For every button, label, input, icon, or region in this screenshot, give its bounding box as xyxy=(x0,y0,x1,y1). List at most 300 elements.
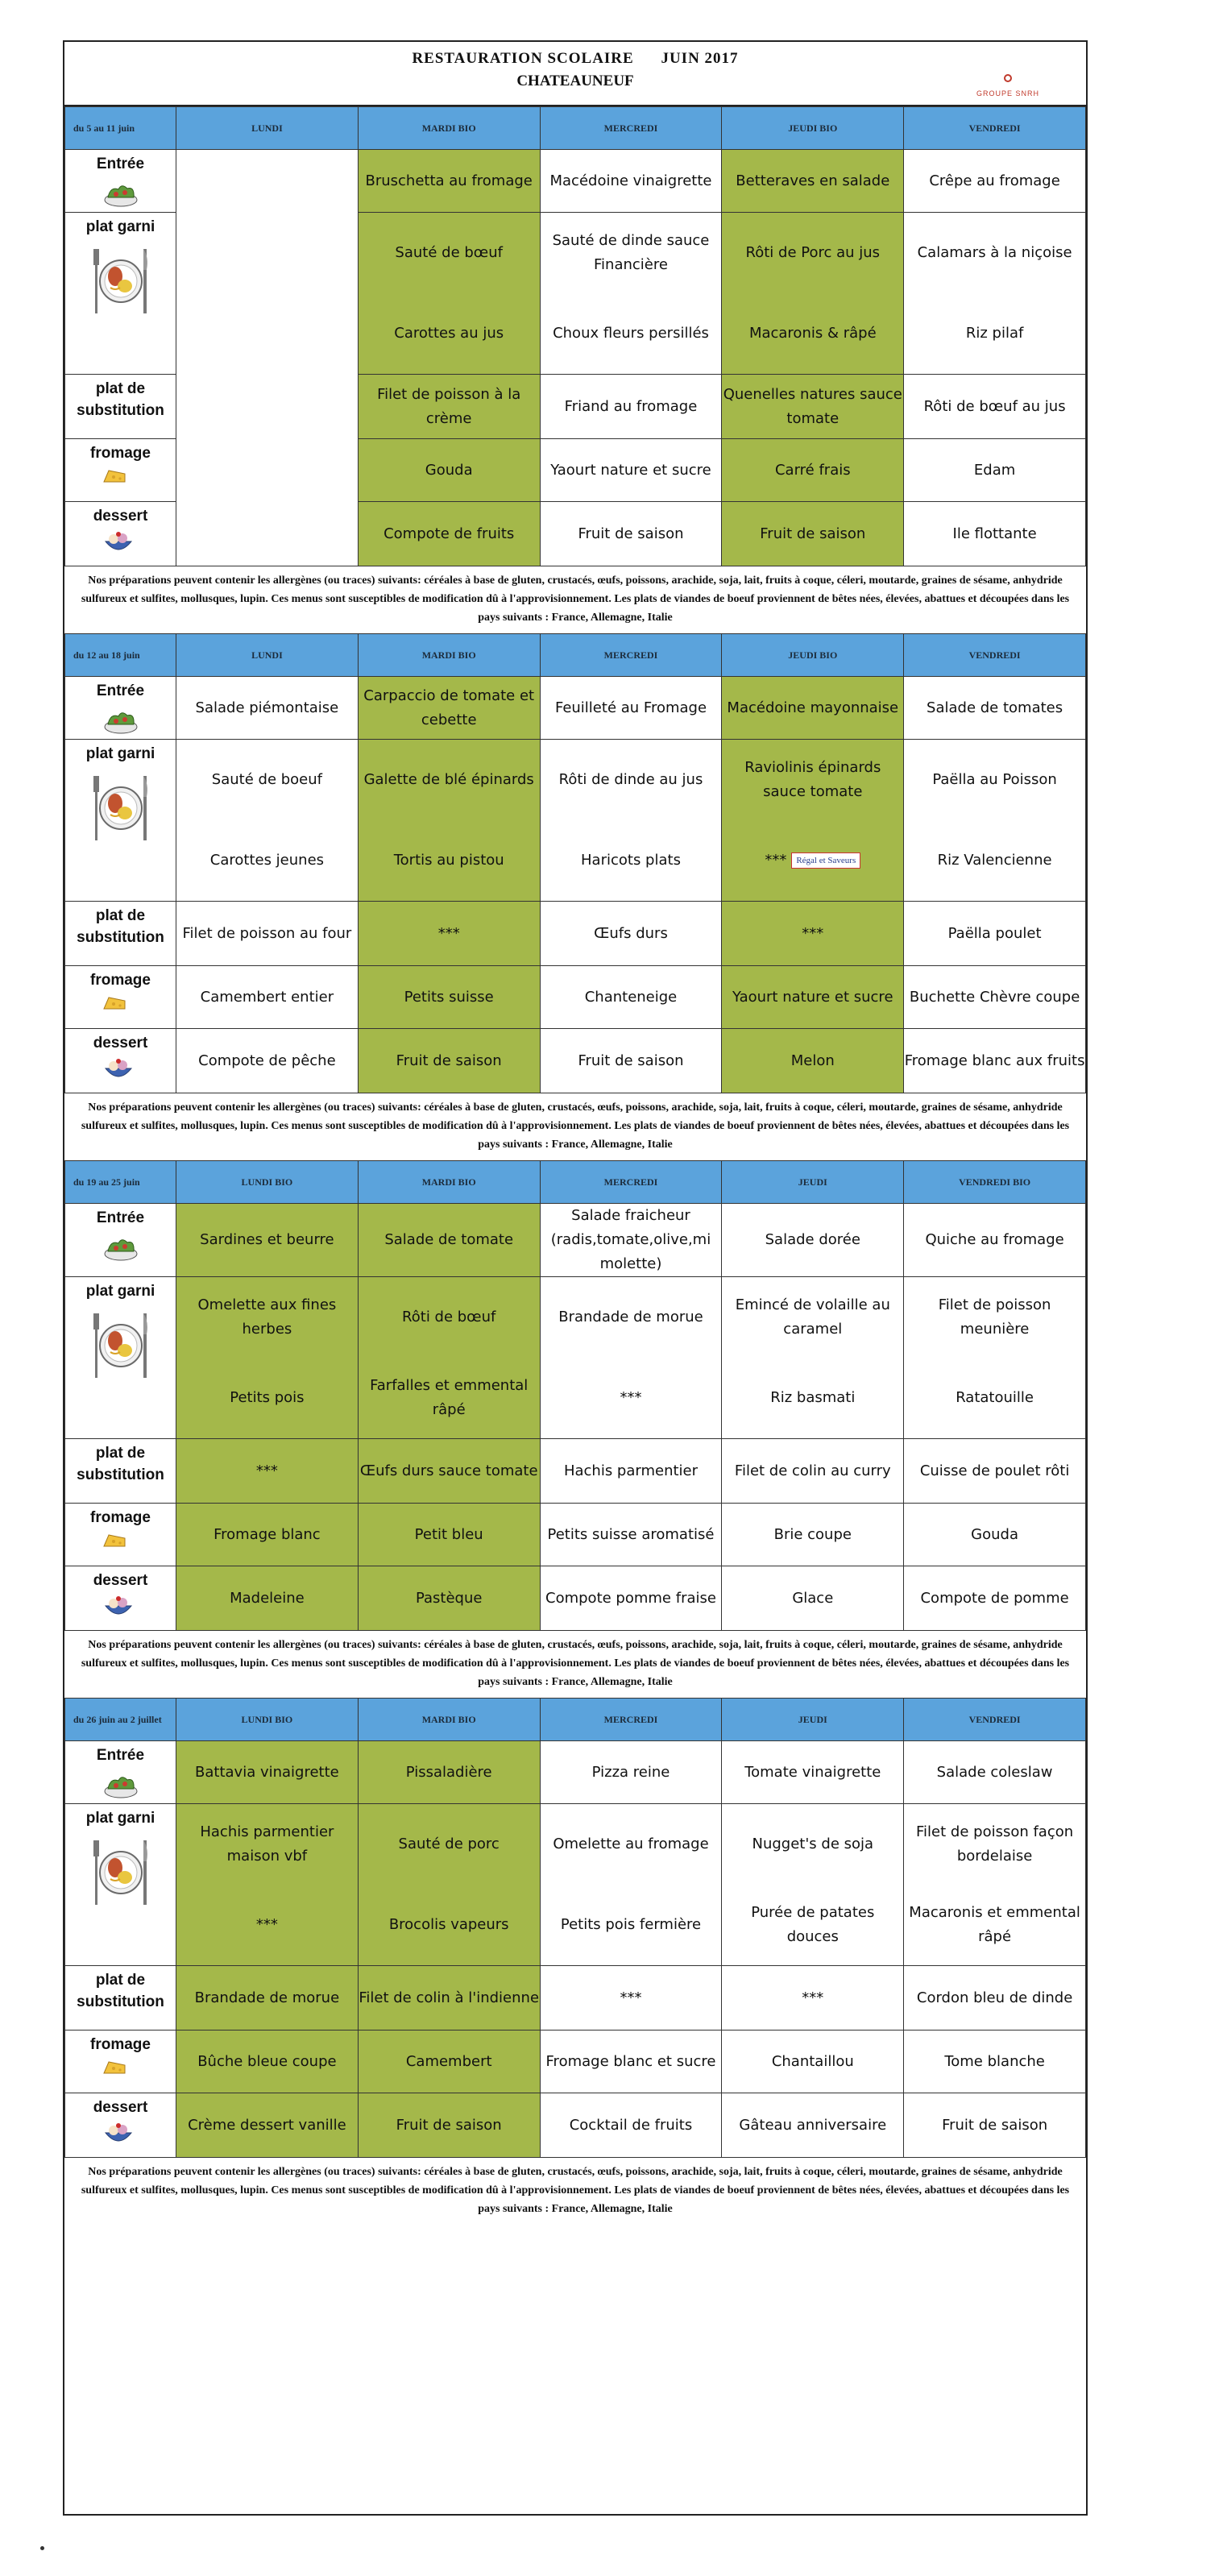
dish-plat-main xyxy=(359,1277,540,1358)
dish-text: Salade coleslaw xyxy=(936,1763,1053,1781)
plat-split xyxy=(176,740,358,901)
day-header: VENDREDI xyxy=(904,107,1086,150)
dish-fromage xyxy=(540,966,722,1029)
dish-text: Yaourt nature et sucre xyxy=(732,988,893,1006)
dish-text: Paëlla au Poisson xyxy=(932,771,1057,788)
weeks-container xyxy=(64,106,1086,2225)
dish-text: Petits suisse aromatisé xyxy=(547,1525,715,1543)
category-label: Entrée xyxy=(96,156,145,172)
dish-text: Camembert xyxy=(405,2052,492,2070)
dish-substitution xyxy=(904,375,1086,439)
dish-entree xyxy=(722,150,904,213)
dish-plat-side xyxy=(904,820,1085,901)
dish-entree xyxy=(540,677,722,740)
dish-text: Paëlla poulet xyxy=(947,924,1042,942)
menu-sheet xyxy=(63,40,1088,2516)
plat-split xyxy=(359,1804,540,1965)
dish-plat-side xyxy=(541,293,722,374)
category-label: fromage xyxy=(90,445,151,462)
dish-entree xyxy=(904,1204,1086,1277)
plat-split xyxy=(176,1804,358,1965)
row-substitution xyxy=(65,902,1086,966)
dessert-icon xyxy=(102,1057,139,1088)
dish-dessert xyxy=(904,1566,1086,1631)
dish-text: Raviolinis épinards sauce tomate xyxy=(744,759,881,800)
dish-text: Macaronis & râpé xyxy=(748,325,877,342)
dish-plat-side xyxy=(541,820,722,901)
dish-text: Brie coupe xyxy=(773,1525,852,1543)
row-fromage xyxy=(65,1504,1086,1566)
menu-header xyxy=(64,42,1086,106)
plate-icon xyxy=(93,1305,149,1386)
dish-substitution xyxy=(358,902,540,966)
dish-text: Fruit de saison xyxy=(396,2116,502,2134)
dish-text: *** xyxy=(255,1462,278,1479)
dish-text: *** xyxy=(255,1916,278,1933)
category-label: plat garni xyxy=(85,1283,155,1300)
dish-plat xyxy=(540,1277,722,1439)
plat-split xyxy=(359,740,540,901)
day-header: MERCREDI xyxy=(540,634,722,677)
dish-fromage xyxy=(358,2031,540,2093)
week-header-row xyxy=(65,1161,1086,1204)
dish-text: Ile flottante xyxy=(952,525,1037,542)
dish-substitution xyxy=(904,902,1086,966)
dish-text: Glace xyxy=(792,1589,834,1607)
day-header: VENDREDI BIO xyxy=(904,1161,1086,1204)
dish-text: Cocktail de fruits xyxy=(569,2116,693,2134)
dish-plat-main xyxy=(176,740,358,820)
salad-icon xyxy=(102,178,139,212)
dish-dessert xyxy=(176,1029,359,1093)
week-label: du 19 au 25 juin xyxy=(65,1161,176,1204)
dish-fromage xyxy=(722,966,904,1029)
category-substitution xyxy=(65,1439,176,1504)
plat-split xyxy=(904,1804,1085,1965)
dish-fromage xyxy=(358,966,540,1029)
empty-day xyxy=(176,150,359,566)
day-header: LUNDI xyxy=(176,107,359,150)
scan-dot xyxy=(40,2546,44,2550)
dish-plat-main xyxy=(904,1277,1085,1358)
dish-text: Filet de poisson meunière xyxy=(938,1296,1051,1338)
dish-text: Sauté de dinde sauce Financière xyxy=(552,232,710,273)
dish-text: Fruit de saison xyxy=(396,1052,502,1069)
dish-substitution xyxy=(540,1966,722,2031)
dish-substitution xyxy=(904,1966,1086,2031)
dish-fromage xyxy=(540,439,722,502)
dish-text: Cuisse de poulet rôti xyxy=(919,1462,1070,1479)
category-label: plat de substitution xyxy=(77,380,164,419)
dish-text: Brandade de morue xyxy=(558,1309,703,1325)
dish-entree xyxy=(540,150,722,213)
category-plat xyxy=(65,740,176,902)
dish-entree xyxy=(358,1741,540,1804)
dish-fromage xyxy=(176,1504,359,1566)
category-label: fromage xyxy=(90,1509,151,1526)
dish-entree xyxy=(722,1204,904,1277)
dish-entree xyxy=(904,1741,1086,1804)
dish-plat-main xyxy=(904,740,1085,820)
dish-text: Melon xyxy=(790,1052,835,1069)
dish-text: Carré frais xyxy=(774,461,851,479)
dish-text: Ratatouille xyxy=(956,1389,1034,1406)
dish-dessert xyxy=(540,1566,722,1631)
dish-plat xyxy=(176,740,359,902)
dish-text: Sauté de boeuf xyxy=(211,771,322,788)
dish-text: Riz basmati xyxy=(770,1389,856,1406)
category-label: fromage xyxy=(90,2036,151,2053)
dish-text: Edam xyxy=(973,461,1016,479)
day-header: MARDI BIO xyxy=(358,634,540,677)
category-plat xyxy=(65,213,176,375)
dish-fromage xyxy=(904,2031,1086,2093)
dish-text: *** xyxy=(802,1989,824,2006)
plate-icon xyxy=(93,768,149,848)
dish-dessert xyxy=(540,502,722,566)
dish-text: Petits pois xyxy=(230,1389,305,1406)
dish-plat-main xyxy=(904,1804,1085,1885)
dish-substitution xyxy=(722,375,904,439)
dish-text: Omelette au fromage xyxy=(553,1836,709,1852)
row-substitution xyxy=(65,1439,1086,1504)
dish-text: Battavia vinaigrette xyxy=(195,1763,339,1781)
dish-text: Riz Valencienne xyxy=(937,852,1052,869)
menu-subtitle: CHATEAUNEUF xyxy=(516,73,634,89)
day-header: MARDI BIO xyxy=(358,1161,540,1204)
row-entree xyxy=(65,150,1086,213)
dish-plat-side xyxy=(722,293,903,374)
category-dessert xyxy=(65,502,176,566)
dish-entree xyxy=(358,677,540,740)
week-table xyxy=(64,1160,1086,1698)
dish-plat xyxy=(358,740,540,902)
category-label: Entrée xyxy=(96,682,145,699)
row-dessert xyxy=(65,2093,1086,2158)
dish-plat-main xyxy=(541,740,722,820)
dish-plat-main xyxy=(176,1277,358,1358)
week-label: du 12 au 18 juin xyxy=(65,634,176,677)
dish-entree xyxy=(176,677,359,740)
dish-text: Sardines et beurre xyxy=(200,1231,334,1248)
category-label: plat garni xyxy=(85,218,155,235)
plat-split xyxy=(541,213,722,374)
dish-plat-side xyxy=(176,820,358,901)
dish-text: Œufs durs xyxy=(594,924,668,942)
dish-text: Fromage blanc et sucre xyxy=(545,2052,716,2070)
dish-fromage xyxy=(358,1504,540,1566)
plat-split xyxy=(359,213,540,374)
dish-plat xyxy=(176,1804,359,1966)
dish-entree xyxy=(722,1741,904,1804)
menu-title xyxy=(64,50,1086,68)
dish-dessert xyxy=(722,1566,904,1631)
row-plat xyxy=(65,740,1086,902)
dish-text: Compote de pêche xyxy=(198,1052,336,1069)
dish-plat-side xyxy=(176,1358,358,1438)
dish-plat-main xyxy=(359,213,540,293)
row-plat xyxy=(65,1277,1086,1439)
dish-dessert xyxy=(176,1566,359,1631)
category-entree xyxy=(65,677,176,740)
dish-text: Tortis au pistou xyxy=(393,852,504,869)
dish-plat-side xyxy=(541,1358,722,1438)
week-label: du 26 juin au 2 juillet xyxy=(65,1699,176,1741)
dish-text: Gouda xyxy=(971,1525,1018,1543)
dish-text: Farfalles et emmental râpé xyxy=(370,1377,529,1418)
dish-text: Carpaccio de tomate et cebette xyxy=(363,687,535,728)
dish-substitution xyxy=(540,375,722,439)
dish-entree xyxy=(722,677,904,740)
day-header: MERCREDI xyxy=(540,1161,722,1204)
allergen-note: Nos préparations peuvent contenir les allergènes (ou traces) suivants: céréales à base de gluten, crustacés, œufs, poissons, arachide, soja, lait, fruits à coque, céleri, moutarde, graines de sésame, anhydride sulfureux et sulfites, mollusques, lupin. Ces menus sont susceptibles de modification dû à l'approvisionnement. Les plats de viandes de boeuf proviennent de bêtes nées, élevées, abattues et découpées dans les pays suivants : France, Allemagne, Italie xyxy=(81,575,1070,624)
dish-text: Rôti de bœuf xyxy=(402,1309,496,1325)
dish-entree xyxy=(540,1741,722,1804)
dish-plat xyxy=(722,213,904,375)
dish-text: Hachis parmentier maison vbf xyxy=(200,1823,334,1865)
dish-text: Fromage blanc aux fruits xyxy=(904,1052,1085,1069)
dish-plat-side xyxy=(722,820,903,901)
dish-plat-main xyxy=(722,213,903,293)
week-table xyxy=(64,106,1086,633)
dish-plat-side xyxy=(176,1885,358,1965)
dish-text: Brocolis vapeurs xyxy=(388,1916,509,1933)
category-substitution xyxy=(65,375,176,439)
dish-substitution xyxy=(176,1439,359,1504)
dish-text: Purée de patates douces xyxy=(751,1904,875,1945)
category-entree xyxy=(65,150,176,213)
dish-text: Crème dessert vanille xyxy=(188,2116,346,2134)
allergen-note: Nos préparations peuvent contenir les allergènes (ou traces) suivants: céréales à base de gluten, crustacés, œufs, poissons, arachide, soja, lait, fruits à coque, céleri, moutarde, graines de sésame, anhydride sulfureux et sulfites, mollusques, lupin. Ces menus sont susceptibles de modification dû à l'approvisionnement. Les plats de viandes de boeuf proviennent de bêtes nées, élevées, abattues et découpées dans les pays suivants : France, Allemagne, Italie xyxy=(81,1101,1070,1151)
dish-fromage xyxy=(904,1504,1086,1566)
day-header: JEUDI BIO xyxy=(722,107,904,150)
dish-text: Bruschetta au fromage xyxy=(365,172,533,189)
category-entree xyxy=(65,1204,176,1277)
dish-plat-main xyxy=(176,1804,358,1885)
dish-text: Haricots plats xyxy=(581,852,681,869)
category-label: plat garni xyxy=(85,1810,155,1827)
plat-split xyxy=(904,740,1085,901)
dish-entree xyxy=(176,1741,359,1804)
dish-text: Salade fraicheur (radis,tomate,olive,mi molette) xyxy=(550,1207,711,1272)
salad-icon xyxy=(102,1769,139,1803)
dish-text: Madeleine xyxy=(230,1589,305,1607)
dish-fromage xyxy=(176,966,359,1029)
dish-substitution xyxy=(722,1439,904,1504)
dish-text: Compote de fruits xyxy=(383,525,515,542)
dish-text: Filet de poisson façon bordelaise xyxy=(916,1823,1074,1865)
category-label: plat de substitution xyxy=(77,907,164,946)
plat-split xyxy=(359,1277,540,1438)
dish-substitution xyxy=(176,1966,359,2031)
category-fromage xyxy=(65,966,176,1029)
dish-plat xyxy=(358,1804,540,1966)
dish-dessert xyxy=(540,2093,722,2158)
dish-dessert xyxy=(722,1029,904,1093)
title-month: JUIN 2017 xyxy=(661,50,739,67)
dish-plat-main xyxy=(359,740,540,820)
plat-split xyxy=(541,740,722,901)
dish-text: Rôti de Porc au jus xyxy=(745,244,881,261)
dish-plat-main xyxy=(541,1277,722,1358)
allergen-note-row xyxy=(65,566,1086,634)
dish-text: Bûche bleue coupe xyxy=(197,2052,337,2070)
dish-plat-main xyxy=(541,213,722,293)
day-header: LUNDI BIO xyxy=(176,1699,359,1741)
dish-text: Chantaillou xyxy=(771,2052,854,2070)
dish-plat-side xyxy=(541,1885,722,1965)
category-plat xyxy=(65,1277,176,1439)
row-entree xyxy=(65,1204,1086,1277)
category-label: dessert xyxy=(93,1572,148,1589)
category-label: fromage xyxy=(90,972,151,989)
dish-plat-side xyxy=(722,1885,903,1965)
dish-text: Macédoine vinaigrette xyxy=(549,172,712,189)
dish-dessert xyxy=(722,502,904,566)
dish-plat-side xyxy=(904,1885,1085,1965)
row-plat xyxy=(65,1804,1086,1966)
dish-dessert xyxy=(904,2093,1086,2158)
dish-text: Filet de poisson à la crème xyxy=(377,385,521,427)
allergen-note: Nos préparations peuvent contenir les allergènes (ou traces) suivants: céréales à base de gluten, crustacés, œufs, poissons, arachide, soja, lait, fruits à coque, céleri, moutarde, graines de sésame, anhydride sulfureux et sulfites, mollusques, lupin. Ces menus sont susceptibles de modification dû à l'approvisionnement. Les plats de viandes de boeuf proviennent de bêtes nées, élevées, abattues et découpées dans les pays suivants : France, Allemagne, Italie xyxy=(81,2166,1070,2215)
dish-fromage xyxy=(904,439,1086,502)
dish-text: Hachis parmentier xyxy=(563,1462,699,1479)
dish-plat xyxy=(722,740,904,902)
category-fromage xyxy=(65,439,176,502)
dish-text: *** xyxy=(802,924,824,942)
dessert-icon xyxy=(102,530,139,561)
plate-icon xyxy=(93,1832,149,1913)
row-dessert xyxy=(65,1029,1086,1093)
dish-text: Petits suisse xyxy=(404,988,494,1006)
dish-plat xyxy=(358,213,540,375)
groupe-snrh-logo xyxy=(976,74,1039,99)
dish-dessert xyxy=(722,2093,904,2158)
row-dessert xyxy=(65,1566,1086,1631)
category-label: plat garni xyxy=(85,745,155,762)
dish-plat xyxy=(722,1804,904,1966)
plat-split xyxy=(541,1277,722,1438)
dish-fromage xyxy=(540,1504,722,1566)
row-entree xyxy=(65,677,1086,740)
dish-text: Macaronis et emmental râpé xyxy=(909,1904,1080,1945)
row-substitution xyxy=(65,1966,1086,2031)
category-label: dessert xyxy=(93,508,148,525)
dish-text: Chanteneige xyxy=(584,988,678,1006)
dish-text: Friand au fromage xyxy=(564,397,698,415)
dish-text: Galette de blé épinards xyxy=(363,771,534,788)
dish-plat xyxy=(904,1277,1086,1439)
allergen-note-row xyxy=(65,2158,1086,2225)
week-header-row xyxy=(65,634,1086,677)
category-label: dessert xyxy=(93,1035,148,1052)
dish-substitution xyxy=(540,902,722,966)
dish-dessert xyxy=(176,2093,359,2158)
dish-substitution xyxy=(722,1966,904,2031)
dish-plat-main xyxy=(722,1804,903,1885)
dish-text: Sauté de bœuf xyxy=(395,244,503,261)
dish-text: Gâteau anniversaire xyxy=(739,2116,887,2134)
dish-entree xyxy=(358,150,540,213)
dish-plat-side xyxy=(359,293,540,374)
row-entree xyxy=(65,1741,1086,1804)
dish-dessert xyxy=(904,1029,1086,1093)
dish-text: Yaourt nature et sucre xyxy=(550,461,711,479)
cheese-icon xyxy=(102,1532,139,1553)
allergen-note-row xyxy=(65,1093,1086,1161)
category-dessert xyxy=(65,1029,176,1093)
dish-plat-side xyxy=(722,1358,903,1438)
dish-text: Rôti de dinde au jus xyxy=(558,771,703,788)
week-label: du 5 au 11 juin xyxy=(65,107,176,150)
dish-text: Nugget's de soja xyxy=(752,1836,874,1852)
logo-text: GROUPE SNRH xyxy=(976,89,1039,97)
dish-entree xyxy=(540,1204,722,1277)
plat-split xyxy=(722,213,903,374)
dish-dessert xyxy=(358,502,540,566)
plat-split xyxy=(904,213,1085,374)
dish-text: Feuilleté au Fromage xyxy=(554,699,707,716)
week-header-row xyxy=(65,107,1086,150)
dish-text: Macédoine mayonnaise xyxy=(727,699,899,716)
dish-text: Buchette Chèvre coupe xyxy=(909,988,1080,1006)
cheese-icon xyxy=(102,467,139,488)
dish-plat xyxy=(540,213,722,375)
day-header: JEUDI xyxy=(722,1161,904,1204)
category-label: dessert xyxy=(93,2099,148,2116)
dish-fromage xyxy=(176,2031,359,2093)
day-header: JEUDI BIO xyxy=(722,634,904,677)
dish-text: Salade de tomate xyxy=(384,1231,514,1248)
dessert-icon xyxy=(102,2122,139,2152)
dish-text: Gouda xyxy=(425,461,473,479)
dish-text: *** xyxy=(620,1389,642,1406)
week-table xyxy=(64,1698,1086,2225)
dish-plat-main xyxy=(722,740,903,820)
dish-text: Œufs durs sauce tomate xyxy=(359,1462,538,1479)
dish-substitution xyxy=(176,902,359,966)
week-table xyxy=(64,633,1086,1160)
dish-plat-side xyxy=(904,293,1085,374)
category-fromage xyxy=(65,2031,176,2093)
dish-text: Sauté de porc xyxy=(398,1836,500,1852)
dish-text: Omelette aux fines herbes xyxy=(197,1296,337,1338)
dish-plat-main xyxy=(722,1277,903,1358)
dish-fromage xyxy=(722,2031,904,2093)
dish-plat-main xyxy=(541,1804,722,1885)
day-header: JEUDI xyxy=(722,1699,904,1741)
dish-text: Fruit de saison xyxy=(942,2116,1048,2134)
dish-text: Fromage blanc xyxy=(214,1525,321,1543)
dish-text: Choux fleurs persillés xyxy=(553,325,709,342)
category-dessert xyxy=(65,1566,176,1631)
dish-entree xyxy=(904,150,1086,213)
dish-plat-side xyxy=(904,1358,1085,1438)
dish-text: Filet de colin à l'indienne xyxy=(359,1989,540,2006)
dish-dessert xyxy=(540,1029,722,1093)
category-label: plat de substitution xyxy=(77,1445,164,1483)
dish-plat xyxy=(904,1804,1086,1966)
dish-dessert xyxy=(358,1566,540,1631)
day-header: MERCREDI xyxy=(540,107,722,150)
category-fromage xyxy=(65,1504,176,1566)
dish-text: Pizza reine xyxy=(591,1763,670,1781)
dish-text: *** xyxy=(437,924,460,942)
regal-saveurs-stamp: Régal et Saveurs xyxy=(791,852,860,869)
day-header: MARDI BIO xyxy=(358,1699,540,1741)
dish-text: Filet de poisson au four xyxy=(182,924,352,942)
dish-text: Pastèque xyxy=(415,1589,483,1607)
